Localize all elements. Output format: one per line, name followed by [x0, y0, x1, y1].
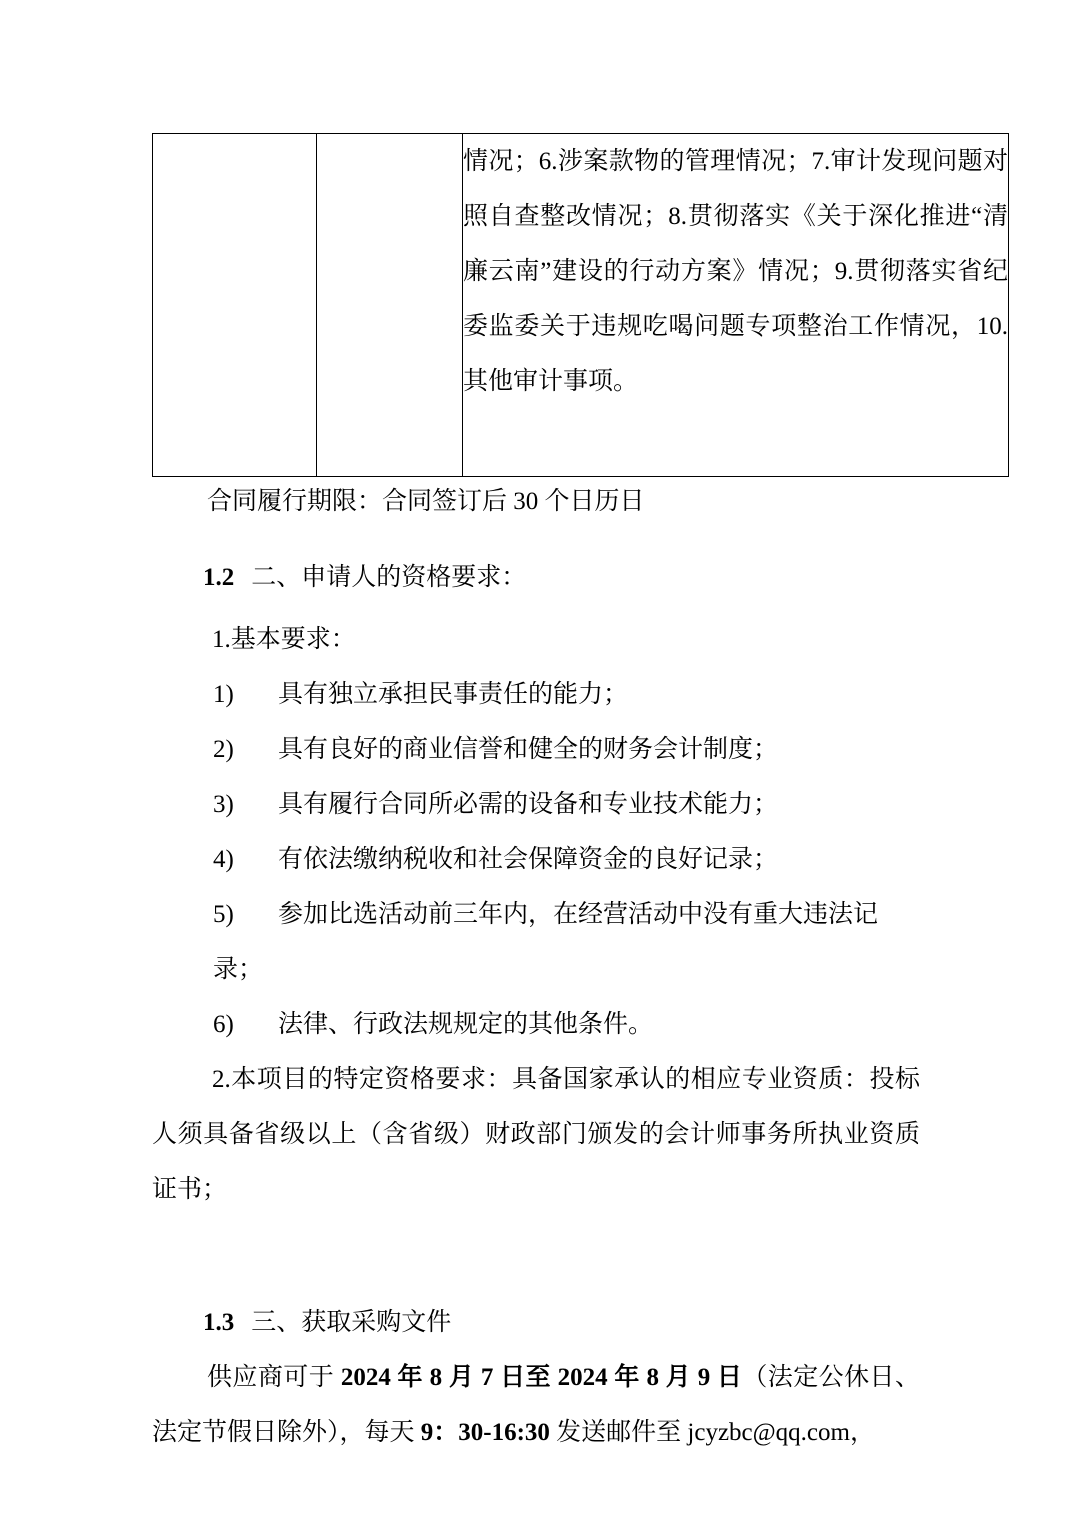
email-instruction-text: 发送邮件至 jcyzbc@qq.com， — [556, 1419, 875, 1446]
contract-period-paragraph: 合同履行期限：合同签订后 30 个日历日 — [207, 488, 645, 515]
item-number: 1) — [213, 681, 234, 708]
item-number: 2) — [213, 736, 234, 763]
section-1-2-heading — [152, 550, 920, 605]
obtain-documents-paragraph — [152, 1350, 920, 1460]
item-text: 具有履行合同所必需的设备和专业技术能力； — [278, 791, 779, 818]
item-text: 具有独立承担民事责任的能力； — [278, 681, 629, 708]
item-number: 5) — [213, 901, 234, 928]
section-1-2-title: 二、申请人的资格要求： — [251, 564, 527, 591]
holiday-note-text: （法定公休日、法定节假日除外），每天 — [152, 1364, 920, 1446]
requirement-item — [152, 777, 920, 832]
requirement-item — [152, 887, 920, 997]
item-text: 参加比选活动前三年内，在经营活动中没有重大违法记录； — [213, 901, 879, 983]
section-1-3-heading — [152, 1295, 920, 1350]
audit-scope-text: 情况；6.涉案款物的管理情况；7.审计发现问题对照自查整改情况；8.贯彻落实《关于深化推进“清廉云南”建设的行动方案》情况；9.贯彻落实省纪委监委关于违规吃喝问题专项整治工作情况，10.其他审计事项。 — [463, 148, 1008, 395]
date-range-text: 2024 年 8 月 7 日至 2024 年 8 月 9 日 — [340, 1364, 743, 1391]
item-text: 具有良好的商业信誉和健全的财务会计制度； — [278, 736, 779, 763]
requirement-item — [152, 667, 920, 722]
section-1-3-number: 1.3 — [203, 1309, 235, 1336]
basic-requirements-heading: 1.基本要求： — [212, 626, 356, 653]
requirement-item — [152, 722, 920, 777]
requirement-item — [152, 832, 920, 887]
section-1-3-title: 三、获取采购文件 — [251, 1309, 452, 1336]
requirement-item — [152, 997, 920, 1052]
item-number: 3) — [213, 791, 234, 818]
section-1-2-number: 1.2 — [203, 564, 235, 591]
item-number: 4) — [213, 846, 234, 873]
specific-requirement-paragraph: 2.本项目的特定资格要求：具备国家承认的相应专业资质：投标人须具备省级以上（含省级）财政部门颁发的会计师事务所执业资质证书； — [152, 1066, 920, 1203]
time-range-text: 9：30-16:30 — [420, 1419, 557, 1446]
supplier-prefix-text: 供应商可于 — [207, 1364, 341, 1391]
item-text: 有依法缴纳税收和社会保障资金的良好记录； — [278, 846, 779, 873]
item-number: 6) — [213, 1011, 234, 1038]
item-text: 法律、行政法规规定的其他条件。 — [278, 1011, 654, 1038]
